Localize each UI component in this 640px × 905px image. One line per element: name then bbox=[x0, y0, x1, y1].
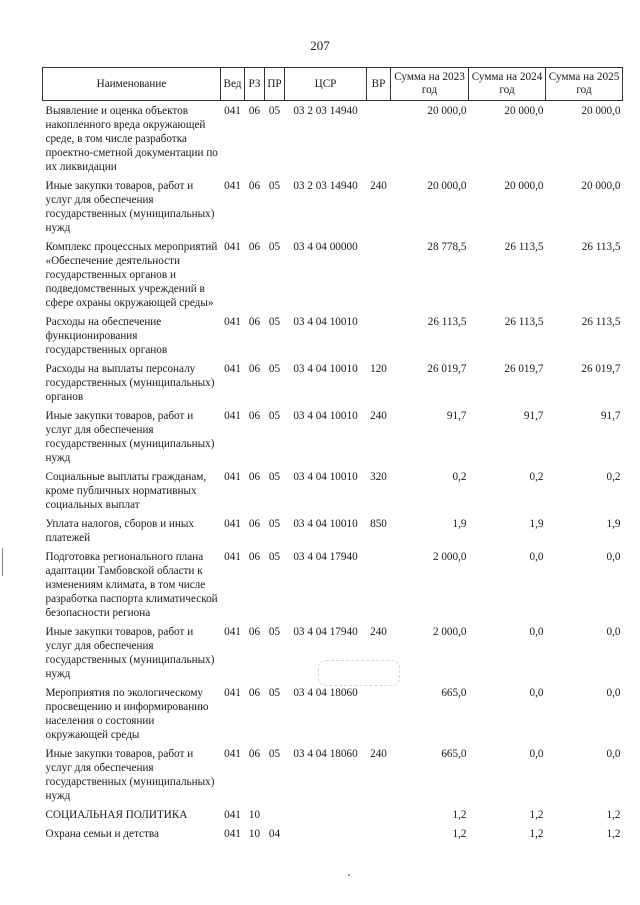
row-rz: 10 bbox=[248, 828, 261, 840]
row-pr: 05 bbox=[268, 687, 281, 699]
row-sum-2023: 91,7 bbox=[446, 410, 467, 422]
row-csr: 03 4 04 10010 bbox=[293, 410, 358, 422]
row-vr bbox=[367, 237, 391, 312]
row-csr: 03 4 04 10010 bbox=[293, 363, 358, 375]
row-csr: 03 4 04 17940 bbox=[293, 626, 358, 638]
row-name: Иные закупки товаров, работ и услуг для обеспечения государственных (муниципальных) нужд bbox=[45, 180, 215, 234]
row-ved: 041 bbox=[224, 105, 241, 117]
row-csr: 03 2 03 14940 bbox=[293, 105, 358, 117]
row-vr bbox=[367, 547, 391, 622]
row-sum-2024: 0,0 bbox=[529, 626, 544, 638]
row-sum-2023: 20 000,0 bbox=[427, 105, 467, 117]
row-sum-2024: 0,0 bbox=[529, 748, 544, 760]
table-body bbox=[43, 101, 623, 844]
row-sum-2025: 0,0 bbox=[606, 551, 621, 563]
row-sum-2025: 0,0 bbox=[606, 748, 621, 760]
row-name: Иные закупки товаров, работ и услуг для обеспечения государственных (муниципальных) нужд bbox=[45, 626, 215, 680]
row-sum-2023: 1,2 bbox=[452, 809, 467, 821]
margin-mark bbox=[2, 548, 3, 576]
row-ved: 041 bbox=[224, 687, 241, 699]
row-pr bbox=[265, 805, 285, 824]
row-csr: 03 4 04 10010 bbox=[293, 471, 358, 483]
row-sum-2023: 665,0 bbox=[441, 748, 467, 760]
row-vr bbox=[367, 805, 391, 824]
table-row bbox=[43, 467, 623, 514]
row-sum-2023: 1,2 bbox=[452, 828, 467, 840]
row-sum-2023: 2 000,0 bbox=[432, 551, 467, 563]
row-name: Расходы на выплаты персоналу государственных (муниципальных) органов bbox=[45, 363, 215, 403]
row-name: Уплата налогов, сборов и иных платежей bbox=[45, 518, 195, 544]
table-row bbox=[43, 824, 623, 843]
row-csr bbox=[285, 805, 367, 824]
header-vr: ВР bbox=[367, 68, 391, 101]
row-name: Иные закупки товаров, работ и услуг для обеспечения государственных (муниципальных) нужд bbox=[45, 748, 215, 802]
row-csr: 03 4 04 10010 bbox=[293, 518, 358, 530]
header-pr: ПР bbox=[265, 68, 285, 101]
row-name: Выявление и оценка объектов накопленного вреда окружающей среде, в том числе разработка проектно-сметной документации по их ликвидации bbox=[45, 105, 218, 173]
row-sum-2023: 20 000,0 bbox=[427, 180, 467, 192]
row-pr: 05 bbox=[268, 626, 281, 638]
row-sum-2023: 0,2 bbox=[452, 471, 467, 483]
row-sum-2025: 26 019,7 bbox=[581, 363, 621, 375]
row-rz: 06 bbox=[248, 316, 261, 328]
row-name: Иные закупки товаров, работ и услуг для обеспечения государственных (муниципальных) нужд bbox=[45, 410, 215, 464]
header-name: Наименование bbox=[43, 68, 221, 101]
row-rz: 06 bbox=[248, 241, 261, 253]
row-rz: 06 bbox=[248, 105, 261, 117]
row-vr: 240 bbox=[370, 180, 387, 192]
row-sum-2024: 1,2 bbox=[529, 809, 544, 821]
row-vr: 120 bbox=[370, 363, 387, 375]
row-rz: 06 bbox=[248, 363, 261, 375]
row-ved: 041 bbox=[224, 748, 241, 760]
header-ved: Вед bbox=[221, 68, 245, 101]
row-ved: 041 bbox=[224, 471, 241, 483]
row-sum-2023: 665,0 bbox=[441, 687, 467, 699]
row-rz: 06 bbox=[248, 518, 261, 530]
table-row bbox=[43, 683, 623, 744]
row-csr: 03 4 04 17940 bbox=[293, 551, 358, 563]
row-sum-2025: 1,2 bbox=[606, 809, 621, 821]
row-rz: 06 bbox=[248, 551, 261, 563]
row-pr: 05 bbox=[268, 551, 281, 563]
header-csr: ЦСР bbox=[285, 68, 367, 101]
row-pr: 05 bbox=[268, 518, 281, 530]
row-sum-2023: 26 019,7 bbox=[427, 363, 467, 375]
row-sum-2024: 1,9 bbox=[529, 518, 544, 530]
row-pr: 05 bbox=[268, 105, 281, 117]
row-csr bbox=[285, 824, 367, 843]
row-ved: 041 bbox=[224, 241, 241, 253]
row-pr: 05 bbox=[268, 316, 281, 328]
row-sum-2023: 26 113,5 bbox=[427, 316, 467, 328]
table-row bbox=[43, 101, 623, 177]
row-vr: 240 bbox=[370, 410, 387, 422]
row-sum-2025: 20 000,0 bbox=[581, 105, 621, 117]
row-ved: 041 bbox=[224, 180, 241, 192]
table-row bbox=[43, 805, 623, 824]
row-sum-2024: 26 019,7 bbox=[504, 363, 544, 375]
row-ved: 041 bbox=[224, 410, 241, 422]
row-sum-2025: 20 000,0 bbox=[581, 180, 621, 192]
row-rz: 06 bbox=[248, 626, 261, 638]
row-ved: 041 bbox=[224, 551, 241, 563]
row-ved: 041 bbox=[224, 363, 241, 375]
row-sum-2025: 0,2 bbox=[606, 471, 621, 483]
table-row bbox=[43, 547, 623, 622]
row-ved: 041 bbox=[224, 809, 241, 821]
row-pr: 04 bbox=[268, 828, 281, 840]
row-name: Мероприятия по экологическому просвещению и информированию населения о состоянии окружающей среды bbox=[45, 687, 209, 741]
row-sum-2024: 0,0 bbox=[529, 551, 544, 563]
table-row bbox=[43, 237, 623, 312]
row-csr: 03 4 04 00000 bbox=[293, 241, 358, 253]
row-sum-2025: 1,2 bbox=[606, 828, 621, 840]
row-csr: 03 4 04 18060 bbox=[293, 687, 358, 699]
row-rz: 10 bbox=[248, 809, 261, 821]
row-rz: 06 bbox=[248, 410, 261, 422]
table-row bbox=[43, 359, 623, 406]
table-header-row bbox=[43, 68, 623, 101]
row-sum-2024: 26 113,5 bbox=[504, 316, 544, 328]
row-name: СОЦИАЛЬНАЯ ПОЛИТИКА bbox=[45, 809, 188, 821]
row-vr bbox=[367, 101, 391, 177]
header-sum-2025: Сумма на 2025 год bbox=[546, 68, 623, 101]
row-pr: 05 bbox=[268, 471, 281, 483]
pencil-scribble bbox=[318, 660, 400, 686]
row-vr: 240 bbox=[370, 626, 387, 638]
row-pr: 05 bbox=[268, 363, 281, 375]
row-pr: 05 bbox=[268, 410, 281, 422]
table-row bbox=[43, 406, 623, 467]
row-sum-2025: 91,7 bbox=[600, 410, 621, 422]
row-vr: 850 bbox=[370, 518, 387, 530]
row-name: Социальные выплаты гражданам, кроме публичных нормативных социальных выплат bbox=[45, 471, 207, 511]
row-sum-2024: 0,2 bbox=[529, 471, 544, 483]
row-sum-2025: 0,0 bbox=[606, 687, 621, 699]
row-rz: 06 bbox=[248, 180, 261, 192]
row-sum-2023: 2 000,0 bbox=[432, 626, 467, 638]
row-pr: 05 bbox=[268, 748, 281, 760]
row-vr bbox=[367, 683, 391, 744]
header-rz: РЗ bbox=[245, 68, 265, 101]
row-ved: 041 bbox=[224, 518, 241, 530]
row-ved: 041 bbox=[224, 316, 241, 328]
row-sum-2025: 1,9 bbox=[606, 518, 621, 530]
row-sum-2024: 0,0 bbox=[529, 687, 544, 699]
row-sum-2023: 1,9 bbox=[452, 518, 467, 530]
row-ved: 041 bbox=[224, 626, 241, 638]
row-vr: 320 bbox=[370, 471, 387, 483]
row-ved: 041 bbox=[224, 828, 241, 840]
row-rz: 06 bbox=[248, 471, 261, 483]
row-sum-2024: 1,2 bbox=[529, 828, 544, 840]
row-sum-2024: 26 113,5 bbox=[504, 241, 544, 253]
row-vr bbox=[367, 312, 391, 359]
row-rz: 06 bbox=[248, 748, 261, 760]
row-name: Подготовка регионального плана адаптации Тамбовской области к изменениям климата, в том числе разработка паспорта климатической безопасности региона bbox=[45, 551, 218, 619]
page-number: 207 bbox=[310, 38, 330, 53]
row-sum-2025: 26 113,5 bbox=[581, 316, 621, 328]
header-sum-2023: Сумма на 2023 год bbox=[391, 68, 469, 101]
stray-dot bbox=[348, 874, 350, 876]
table-row bbox=[43, 514, 623, 547]
row-sum-2025: 26 113,5 bbox=[581, 241, 621, 253]
row-sum-2023: 28 778,5 bbox=[427, 241, 467, 253]
row-pr: 05 bbox=[268, 180, 281, 192]
table-row bbox=[43, 176, 623, 237]
row-pr: 05 bbox=[268, 241, 281, 253]
budget-table bbox=[42, 67, 623, 843]
row-sum-2025: 0,0 bbox=[606, 626, 621, 638]
table-row bbox=[43, 312, 623, 359]
row-name: Расходы на обеспечение функционирования государственных органов bbox=[45, 316, 168, 356]
row-name: Охрана семьи и детства bbox=[45, 828, 159, 840]
row-sum-2024: 91,7 bbox=[523, 410, 544, 422]
row-csr: 03 2 03 14940 bbox=[293, 180, 358, 192]
row-vr bbox=[367, 824, 391, 843]
row-name: Комплекс процессных мероприятий «Обеспечение деятельности государственных органов и подведомственных учреждений в сфере охраны окружающей среды» bbox=[45, 241, 218, 309]
row-rz: 06 bbox=[248, 687, 261, 699]
row-sum-2024: 20 000,0 bbox=[504, 180, 544, 192]
row-sum-2024: 20 000,0 bbox=[504, 105, 544, 117]
row-csr: 03 4 04 18060 bbox=[293, 748, 358, 760]
row-vr: 240 bbox=[370, 748, 387, 760]
header-sum-2024: Сумма на 2024 год bbox=[469, 68, 546, 101]
table-row bbox=[43, 744, 623, 805]
row-csr: 03 4 04 10010 bbox=[293, 316, 358, 328]
